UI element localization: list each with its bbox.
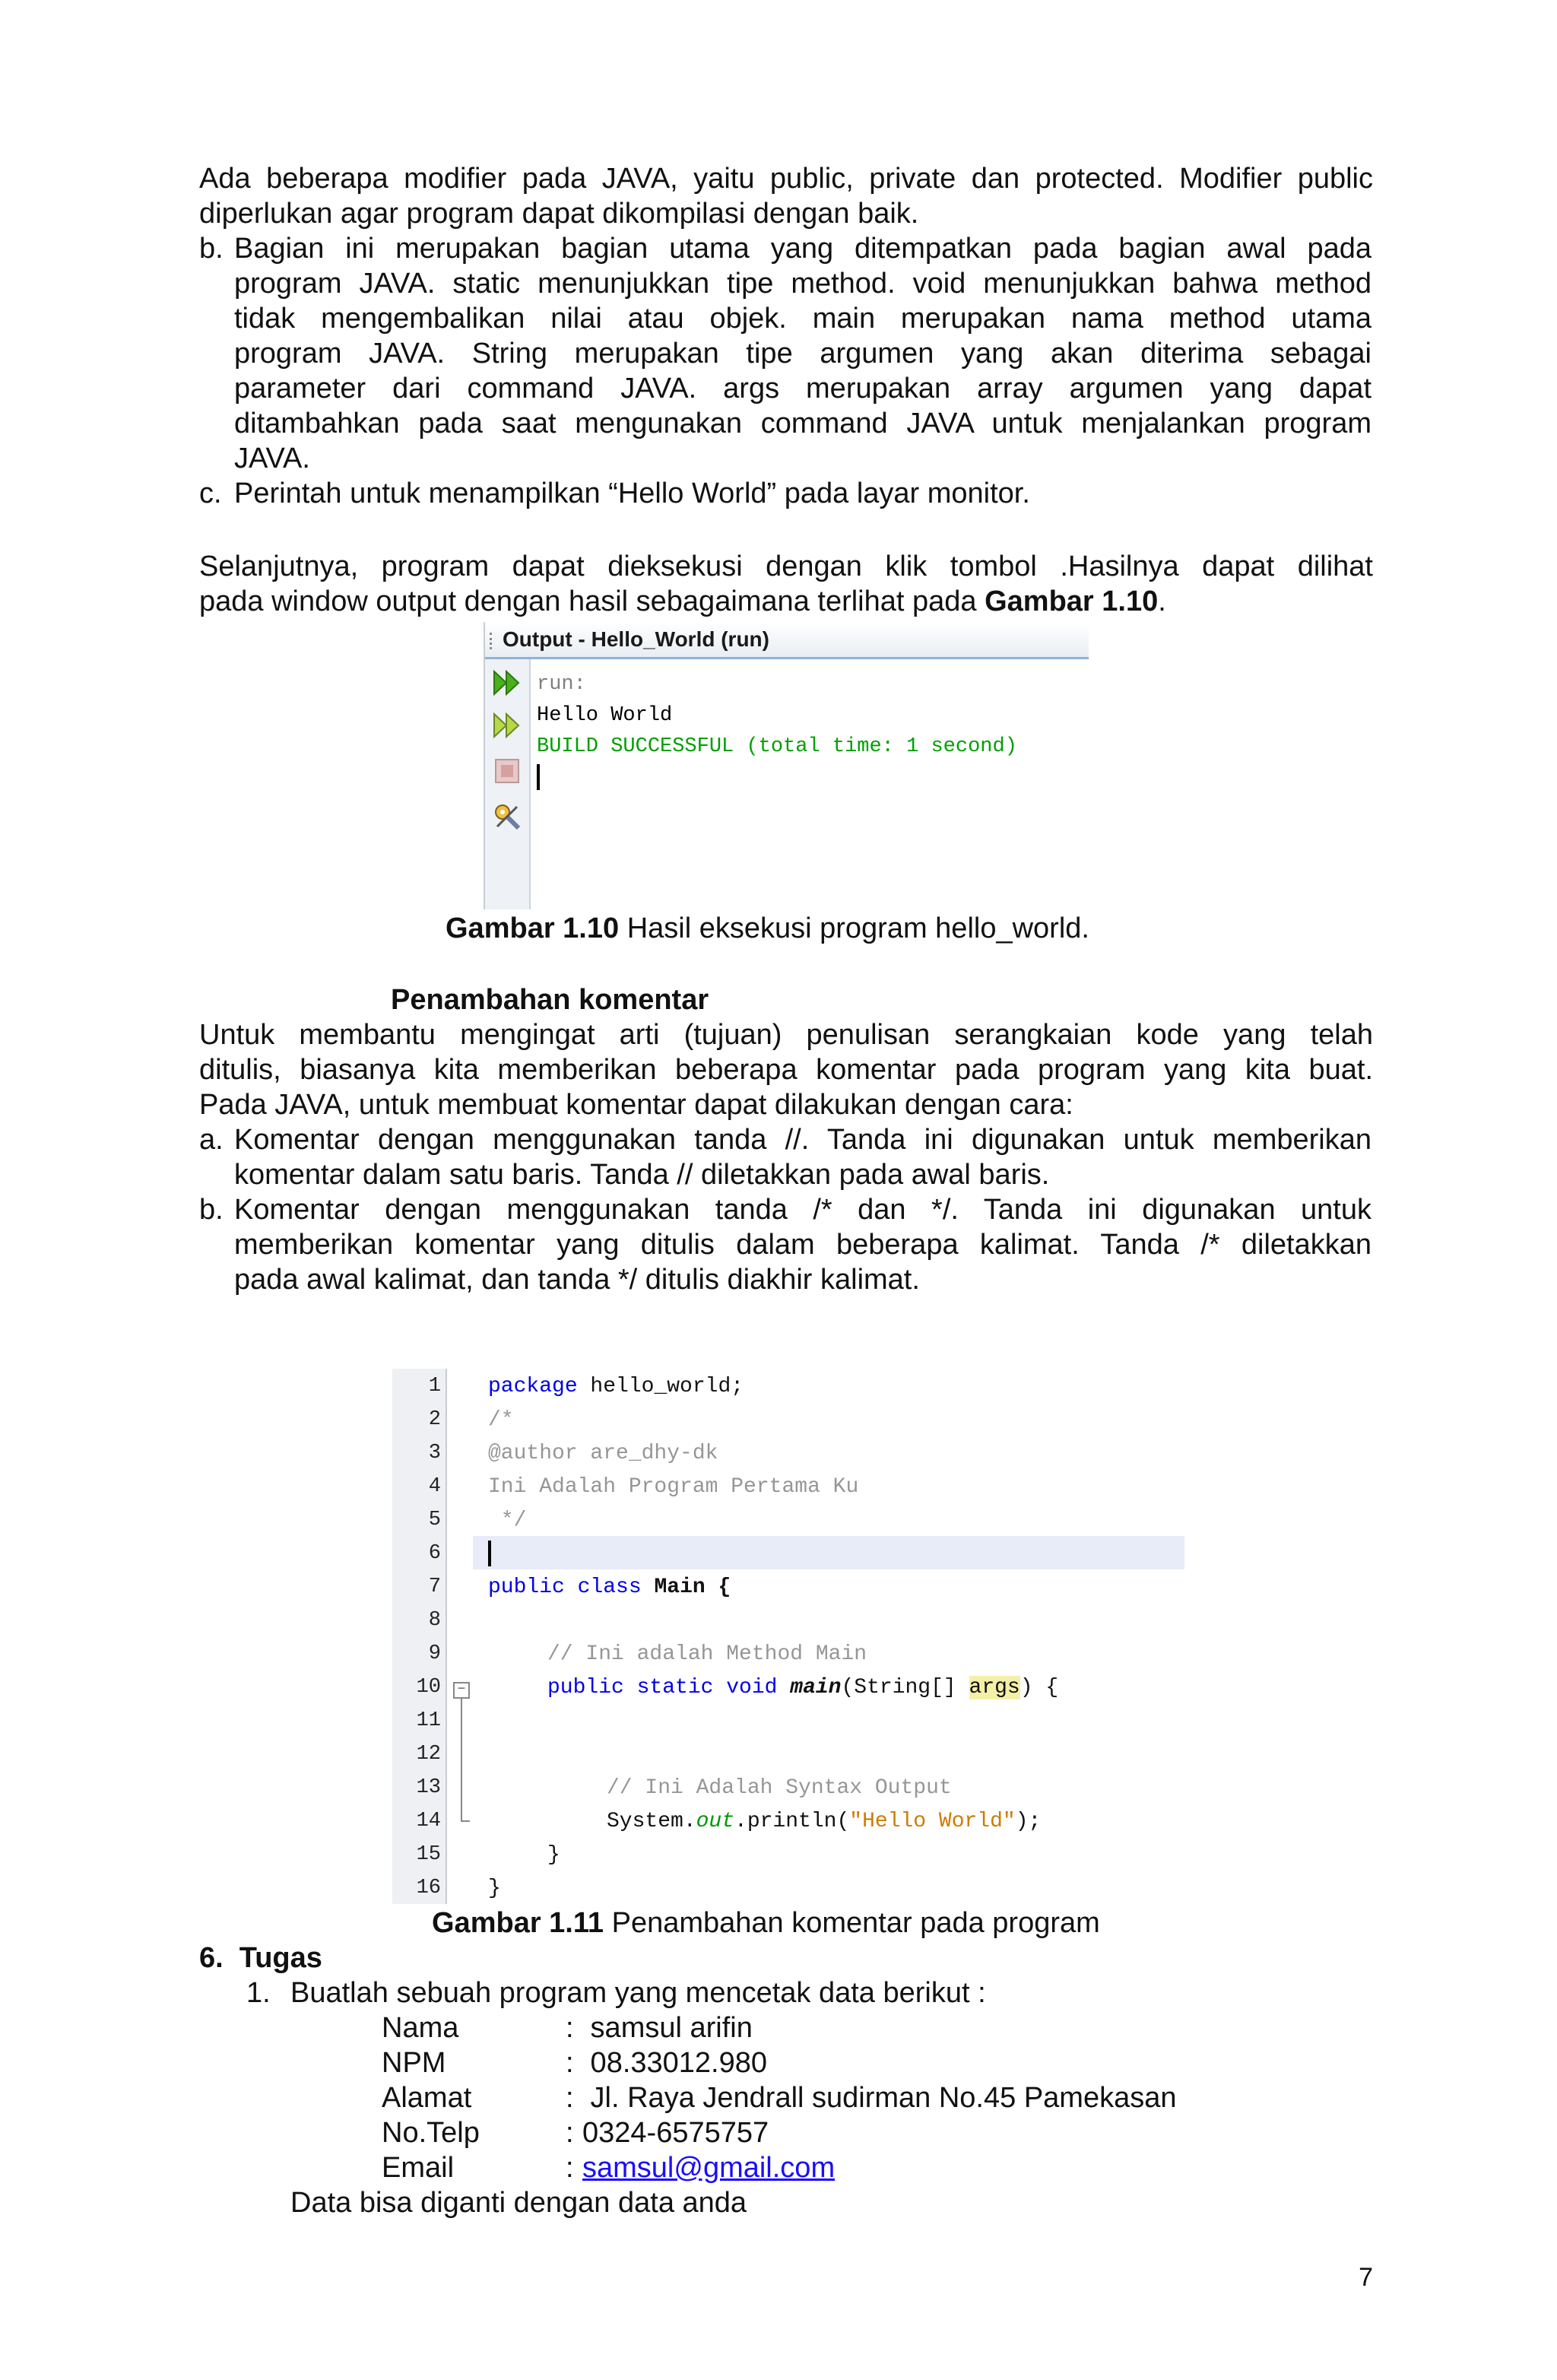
output-console xyxy=(537,669,1017,794)
fold-collapse-icon[interactable]: − xyxy=(453,1682,470,1699)
code-line: } xyxy=(547,1843,560,1867)
line-number: 12 xyxy=(416,1743,441,1766)
tugas-item-text: Buatlah sebuah program yang mencetak data berikut : xyxy=(290,1977,986,2009)
list-b-line: program JAVA. String merupakan tipe argumen yang akan diterima sebagai xyxy=(234,338,1371,370)
figure-caption-1: Gambar 1.10 Hasil eksekusi program hello_world. xyxy=(446,912,1089,944)
field-sep: : xyxy=(566,2082,574,2114)
tugas-item-marker: 1. xyxy=(246,1977,271,2009)
figure-caption-2: Gambar 1.11 Penambahan komentar pada program xyxy=(432,1907,1100,1939)
tugas-note: Data bisa diganti dengan data anda xyxy=(290,2187,747,2219)
line-number: 9 xyxy=(428,1642,441,1665)
console-line: BUILD SUCCESSFUL (total time: 1 second) xyxy=(537,735,1017,758)
list-b-marker: b. xyxy=(199,233,224,265)
para1-line2: diperlukan agar program dapat dikompilasi dengan baik. xyxy=(199,198,919,230)
output-titlebar xyxy=(485,622,1089,659)
field-value: samsul arifin xyxy=(582,2012,753,2044)
field-value: Jl. Raya Jendrall sudirman No.45 Pamekasan xyxy=(582,2082,1177,2114)
code-line: /* xyxy=(488,1408,514,1432)
fold-guide-end xyxy=(461,1820,470,1822)
code-line: Ini Adalah Program Pertama Ku xyxy=(488,1475,859,1499)
figure-ref: Gambar 1.10 xyxy=(985,585,1159,617)
line-number: 15 xyxy=(416,1843,441,1866)
settings-icon[interactable] xyxy=(491,801,523,833)
code-line: package hello_world; xyxy=(488,1375,744,1398)
list-c-marker: c. xyxy=(199,478,222,509)
para3-line: ditulis, biasanya kita memberikan beberapa komentar pada program yang kita buat. xyxy=(199,1054,1373,1086)
field-label: No.Telp xyxy=(382,2117,480,2149)
field-value: 08.33012.980 xyxy=(582,2047,768,2079)
comment-list-line: Komentar dengan menggunakan tanda /* dan */. Tanda ini digunakan untuk xyxy=(234,1194,1371,1226)
comment-list-line: memberikan komentar yang ditulis dalam beberapa kalimat. Tanda /* diletakkan xyxy=(234,1229,1371,1261)
field-sep: : xyxy=(566,2012,574,2044)
comment-list-marker: a. xyxy=(199,1124,224,1156)
output-window xyxy=(484,622,1089,909)
field-sep: : xyxy=(566,2117,574,2149)
line-number: 16 xyxy=(416,1877,441,1899)
email-link[interactable]: samsul@gmail.com xyxy=(582,2152,836,2184)
output-title: Output - Hello_World (run) xyxy=(503,627,769,651)
list-b-line: tidak mengembalikan nilai atau objek. main merupakan nama method utama xyxy=(234,303,1371,335)
field-label: NPM xyxy=(382,2047,446,2079)
field-sep: : xyxy=(566,2152,574,2184)
line-number: 2 xyxy=(428,1408,441,1431)
section-heading: Penambahan komentar xyxy=(391,984,709,1016)
fold-margin xyxy=(447,1369,473,1904)
code-line: System.out.println("Hello World"); xyxy=(607,1810,1042,1833)
line-number: 1 xyxy=(428,1375,441,1398)
line-number: 11 xyxy=(416,1709,441,1732)
field-label: Alamat xyxy=(382,2082,472,2114)
line-number: 4 xyxy=(428,1475,441,1498)
code-line: // Ini Adalah Syntax Output xyxy=(607,1776,952,1800)
field-label: Email xyxy=(382,2152,455,2184)
line-number: 6 xyxy=(428,1542,441,1565)
email-link-wrap xyxy=(582,2150,835,2185)
code-line: // Ini adalah Method Main xyxy=(547,1642,867,1666)
line-number: 13 xyxy=(416,1776,441,1799)
console-line: run: xyxy=(537,673,586,696)
line-number: 3 xyxy=(428,1442,441,1464)
line-number: 7 xyxy=(428,1576,441,1598)
code-line: } xyxy=(488,1877,501,1900)
console-line: Hello World xyxy=(537,704,673,727)
line-number: 10 xyxy=(416,1676,441,1699)
list-b-line: program JAVA. static menunjukkan tipe method. void menunjukkan bahwa method xyxy=(234,268,1371,300)
para3-line: Pada JAVA, untuk membuat komentar dapat dilakukan dengan cara: xyxy=(199,1089,1073,1121)
code-cursor-line xyxy=(488,1541,491,1566)
run-icon[interactable] xyxy=(491,709,523,741)
text-cursor xyxy=(537,764,540,790)
comment-list-line: Komentar dengan menggunakan tanda //. Tanda ini digunakan untuk memberikan xyxy=(234,1124,1371,1156)
current-line-highlight xyxy=(473,1536,1184,1569)
text-cursor xyxy=(488,1541,491,1566)
code-line: public class Main { xyxy=(488,1576,731,1599)
para2-line1: Selanjutnya, program dapat dieksekusi dengan klik tombol .Hasilnya dapat dilihat xyxy=(199,551,1373,582)
list-b-line: parameter dari command JAVA. args merupakan array argumen yang dapat xyxy=(234,373,1371,405)
line-number-gutter xyxy=(392,1369,447,1904)
tugas-heading: 6. Tugas xyxy=(199,1942,322,1974)
list-b-line: JAVA. xyxy=(234,443,310,474)
line-number: 8 xyxy=(428,1609,441,1632)
output-toolbar xyxy=(485,659,531,909)
line-number: 5 xyxy=(428,1509,441,1531)
fold-guide xyxy=(461,1699,462,1820)
code-line: @author are_dhy-dk xyxy=(488,1442,718,1465)
field-label: Nama xyxy=(382,2012,459,2044)
list-b-line: ditambahkan pada saat mengunakan command JAVA untuk menjalankan program xyxy=(234,408,1371,440)
field-sep: : xyxy=(566,2047,574,2079)
para1-line1: Ada beberapa modifier pada JAVA, yaitu public, private dan protected. Modifier public xyxy=(199,163,1373,195)
para2-line2: pada window output dengan hasil sebagaimana terlihat pada Gambar 1.10. xyxy=(199,585,1166,617)
field-value: 0324-6575757 xyxy=(582,2117,769,2149)
code-line: */ xyxy=(488,1509,527,1532)
code-editor xyxy=(392,1369,1184,1904)
comment-list-line: pada awal kalimat, dan tanda */ ditulis diakhir kalimat. xyxy=(234,1264,920,1296)
code-line: public static void main(String[] args) { xyxy=(547,1676,1059,1699)
list-b-line: Bagian ini merupakan bagian utama yang ditempatkan pada bagian awal pada xyxy=(234,233,1371,265)
para3-line: Untuk membantu mengingat arti (tujuan) penulisan serangkaian kode yang telah xyxy=(199,1019,1373,1051)
comment-list-line: komentar dalam satu baris. Tanda // diletakkan pada awal baris. xyxy=(234,1159,1050,1191)
comment-list-marker: b. xyxy=(199,1194,224,1226)
stop-icon[interactable] xyxy=(491,755,523,787)
line-number: 14 xyxy=(416,1810,441,1833)
list-c-text: Perintah untuk menampilkan “Hello World” pada layar monitor. xyxy=(234,478,1030,509)
run-again-icon[interactable] xyxy=(491,667,523,699)
page-number: 7 xyxy=(1359,2263,1373,2292)
